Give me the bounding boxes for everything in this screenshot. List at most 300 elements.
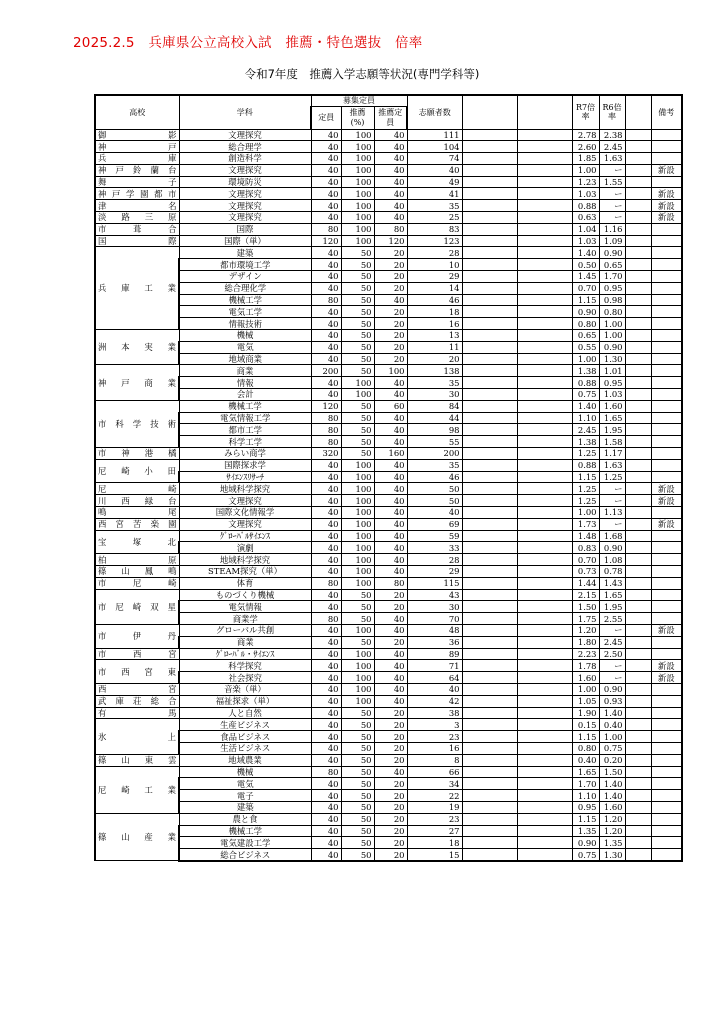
capacity-value: 40 [311, 837, 341, 849]
note-value [651, 353, 682, 365]
table-row [95, 389, 682, 401]
r7-ratio-value: 1.03 [572, 235, 599, 247]
table-row [95, 766, 682, 778]
rec-pct-value: 50 [341, 424, 374, 436]
r6-ratio-value: 0.93 [599, 695, 625, 707]
blank-cell [462, 471, 517, 483]
table-row [95, 790, 682, 802]
blank-cell [462, 235, 517, 247]
school-name: 鳴尾 [95, 507, 179, 519]
rec-pct-value: 50 [341, 778, 374, 790]
rec-capacity-value: 40 [374, 507, 407, 519]
applicants-value: 10 [407, 259, 462, 271]
rec-pct-value: 100 [341, 507, 374, 519]
r6-ratio-value: 1.03 [599, 389, 625, 401]
school-name: 御影 [95, 129, 179, 141]
table-row [95, 223, 682, 235]
blank-cell [462, 365, 517, 377]
blank-cell [462, 801, 517, 813]
blank-cell [625, 766, 651, 778]
blank-cell [462, 223, 517, 235]
department-name: 体育 [179, 577, 311, 589]
capacity-value: 40 [311, 672, 341, 684]
blank-cell [517, 601, 572, 613]
blank-cell [462, 707, 517, 719]
header-row [95, 95, 682, 106]
capacity-value: 40 [311, 129, 341, 141]
note-value: 新設 [651, 200, 682, 212]
header-blank-1 [462, 95, 517, 129]
rec-capacity-value: 20 [374, 742, 407, 754]
blank-cell [625, 365, 651, 377]
table-row [95, 565, 682, 577]
capacity-value: 80 [311, 436, 341, 448]
r7-ratio-value: 0.80 [572, 318, 599, 330]
r7-ratio-value: 0.15 [572, 719, 599, 731]
rec-capacity-value: 40 [374, 436, 407, 448]
applicants-value: 98 [407, 424, 462, 436]
blank-cell [517, 341, 572, 353]
department-name: 文理探究 [179, 495, 311, 507]
r6-ratio-value: ー [599, 200, 625, 212]
applicants-value: 200 [407, 448, 462, 460]
blank-cell [462, 648, 517, 660]
applicants-value: 104 [407, 141, 462, 153]
table-row [95, 153, 682, 165]
r6-ratio-value: 1.60 [599, 801, 625, 813]
r7-ratio-value: 0.70 [572, 282, 599, 294]
blank-cell [625, 294, 651, 306]
table-row [95, 212, 682, 224]
rec-capacity-value: 20 [374, 601, 407, 613]
rec-capacity-value: 40 [374, 672, 407, 684]
school-name: 尼崎 [95, 483, 179, 495]
r7-ratio-value: 1.15 [572, 294, 599, 306]
note-value: 新設 [651, 672, 682, 684]
rec-pct-value: 50 [341, 801, 374, 813]
blank-cell [517, 247, 572, 259]
blank-cell [625, 577, 651, 589]
note-value: 新設 [651, 188, 682, 200]
rec-pct-value: 100 [341, 495, 374, 507]
school-name: 舞子 [95, 176, 179, 188]
blank-cell [625, 849, 651, 861]
department-name: 会計 [179, 389, 311, 401]
department-name: 電気工学 [179, 306, 311, 318]
r7-ratio-value: 2.60 [572, 141, 599, 153]
rec-capacity-value: 20 [374, 790, 407, 802]
blank-cell [462, 483, 517, 495]
department-name: 機械工学 [179, 400, 311, 412]
rec-pct-value: 100 [341, 141, 374, 153]
blank-cell [462, 778, 517, 790]
blank-cell [517, 164, 572, 176]
blank-cell [462, 448, 517, 460]
r7-ratio-value: 0.55 [572, 341, 599, 353]
rec-pct-value: 100 [341, 223, 374, 235]
blank-cell [517, 448, 572, 460]
header-blank-3 [625, 95, 651, 129]
r6-ratio-value: ー [599, 212, 625, 224]
blank-cell [517, 707, 572, 719]
rec-pct-value: 100 [341, 683, 374, 695]
r7-ratio-value: 0.88 [572, 377, 599, 389]
department-name: 電気 [179, 778, 311, 790]
school-name: 市西宮東 [95, 660, 179, 684]
blank-cell [462, 271, 517, 283]
school-name: 武庫荘総合 [95, 695, 179, 707]
note-value [651, 601, 682, 613]
r7-ratio-value: 1.15 [572, 813, 599, 825]
r6-ratio-value: 1.20 [599, 825, 625, 837]
blank-cell [625, 731, 651, 743]
applicants-value: 18 [407, 837, 462, 849]
blank-cell [462, 282, 517, 294]
note-value [651, 259, 682, 271]
rec-capacity-value: 20 [374, 778, 407, 790]
r7-ratio-value: 1.60 [572, 672, 599, 684]
blank-cell [517, 141, 572, 153]
r7-ratio-value: 1.00 [572, 507, 599, 519]
department-name: 文理探究 [179, 188, 311, 200]
blank-cell [462, 518, 517, 530]
table-row [95, 742, 682, 754]
r7-ratio-value: 1.38 [572, 436, 599, 448]
department-name: 建築 [179, 801, 311, 813]
blank-cell [625, 530, 651, 542]
r6-ratio-value: 0.65 [599, 259, 625, 271]
blank-cell [517, 636, 572, 648]
blank-cell [462, 719, 517, 731]
rec-pct-value: 50 [341, 754, 374, 766]
note-value: 新設 [651, 212, 682, 224]
blank-cell [462, 212, 517, 224]
r7-ratio-value: 1.23 [572, 176, 599, 188]
rec-pct-value: 100 [341, 176, 374, 188]
r6-ratio-value: 1.00 [599, 330, 625, 342]
note-value [651, 589, 682, 601]
table-row [95, 660, 682, 672]
table-body [95, 129, 682, 861]
capacity-value: 40 [311, 306, 341, 318]
school-name: 篠山鳳鳴 [95, 565, 179, 577]
header-r7: R7倍率 [572, 95, 599, 129]
blank-cell [462, 353, 517, 365]
rec-pct-value: 50 [341, 259, 374, 271]
capacity-value: 40 [311, 731, 341, 743]
capacity-value: 40 [311, 825, 341, 837]
r7-ratio-value: 0.83 [572, 542, 599, 554]
applicants-value: 48 [407, 624, 462, 636]
table-row [95, 778, 682, 790]
school-name: 洲本実業 [95, 330, 179, 365]
applicants-value: 14 [407, 282, 462, 294]
rec-capacity-value: 40 [374, 766, 407, 778]
note-value [651, 613, 682, 625]
rec-capacity-value: 40 [374, 377, 407, 389]
rec-capacity-value: 40 [374, 554, 407, 566]
applicants-value: 19 [407, 801, 462, 813]
school-name: 柏原 [95, 554, 179, 566]
department-name: 都市工学 [179, 424, 311, 436]
table-row [95, 672, 682, 684]
r7-ratio-value: 2.78 [572, 129, 599, 141]
r7-ratio-value: 1.90 [572, 707, 599, 719]
applicants-value: 40 [407, 507, 462, 519]
note-value [651, 306, 682, 318]
table-row [95, 188, 682, 200]
rec-capacity-value: 40 [374, 648, 407, 660]
blank-cell [517, 400, 572, 412]
applicants-value: 35 [407, 459, 462, 471]
school-name: 神戸 [95, 141, 179, 153]
applicants-value: 83 [407, 223, 462, 235]
r6-ratio-value: 1.17 [599, 448, 625, 460]
applicants-value: 23 [407, 813, 462, 825]
r7-ratio-value: 2.23 [572, 648, 599, 660]
rec-capacity-value: 40 [374, 613, 407, 625]
rec-pct-value: 100 [341, 471, 374, 483]
rec-pct-value: 100 [341, 624, 374, 636]
rec-capacity-value: 40 [374, 389, 407, 401]
table-row [95, 754, 682, 766]
department-name: ものづくり機械 [179, 589, 311, 601]
blank-cell [625, 141, 651, 153]
blank-cell [517, 365, 572, 377]
r6-ratio-value: 1.70 [599, 271, 625, 283]
r6-ratio-value: 1.55 [599, 176, 625, 188]
blank-cell [462, 849, 517, 861]
blank-cell [462, 247, 517, 259]
blank-cell [462, 164, 517, 176]
capacity-value: 40 [311, 495, 341, 507]
r7-ratio-value: 1.45 [572, 271, 599, 283]
blank-cell [517, 683, 572, 695]
rec-pct-value: 50 [341, 412, 374, 424]
blank-cell [625, 282, 651, 294]
blank-cell [517, 790, 572, 802]
table-row [95, 365, 682, 377]
blank-cell [462, 565, 517, 577]
blank-cell [625, 801, 651, 813]
rec-pct-value: 50 [341, 813, 374, 825]
rec-pct-value: 100 [341, 377, 374, 389]
rec-capacity-value: 40 [374, 518, 407, 530]
blank-cell [517, 176, 572, 188]
rec-capacity-value: 20 [374, 318, 407, 330]
department-name: 生活ビジネス [179, 742, 311, 754]
capacity-value: 40 [311, 778, 341, 790]
applicants-value: 20 [407, 353, 462, 365]
rec-pct-value: 100 [341, 542, 374, 554]
blank-cell [462, 188, 517, 200]
capacity-value: 40 [311, 377, 341, 389]
note-value [651, 294, 682, 306]
rec-pct-value: 100 [341, 660, 374, 672]
r7-ratio-value: 0.88 [572, 459, 599, 471]
table-row [95, 483, 682, 495]
applicants-value: 84 [407, 400, 462, 412]
department-name: 環境防災 [179, 176, 311, 188]
blank-cell [625, 436, 651, 448]
table-row [95, 459, 682, 471]
department-name: 文理探究 [179, 518, 311, 530]
blank-cell [462, 601, 517, 613]
department-name: 機械工学 [179, 825, 311, 837]
blank-cell [625, 448, 651, 460]
blank-cell [625, 247, 651, 259]
note-value: 新設 [651, 660, 682, 672]
table-row [95, 542, 682, 554]
r6-ratio-value: 1.01 [599, 365, 625, 377]
table-row [95, 518, 682, 530]
capacity-value: 40 [311, 542, 341, 554]
blank-cell [462, 790, 517, 802]
applicants-value: 69 [407, 518, 462, 530]
rec-capacity-value: 40 [374, 153, 407, 165]
rec-capacity-value: 40 [374, 200, 407, 212]
blank-cell [517, 271, 572, 283]
r6-ratio-value: 1.30 [599, 353, 625, 365]
blank-cell [462, 459, 517, 471]
r7-ratio-value: 0.90 [572, 837, 599, 849]
r6-ratio-value: 0.95 [599, 377, 625, 389]
rec-capacity-value: 20 [374, 731, 407, 743]
blank-cell [625, 636, 651, 648]
school-name: 篠山東雲 [95, 754, 179, 766]
r6-ratio-value: ー [599, 624, 625, 636]
note-value [651, 731, 682, 743]
applicants-value: 64 [407, 672, 462, 684]
blank-cell [462, 389, 517, 401]
blank-cell [517, 188, 572, 200]
note-value: 新設 [651, 495, 682, 507]
rec-capacity-value: 40 [374, 424, 407, 436]
blank-cell [517, 577, 572, 589]
blank-cell [462, 742, 517, 754]
r7-ratio-value: 1.50 [572, 601, 599, 613]
applicants-value: 8 [407, 754, 462, 766]
r7-ratio-value: 1.20 [572, 624, 599, 636]
r6-ratio-value: 1.58 [599, 436, 625, 448]
note-value [651, 554, 682, 566]
r6-ratio-value: 1.40 [599, 778, 625, 790]
table-row [95, 624, 682, 636]
blank-cell [462, 176, 517, 188]
rec-capacity-value: 60 [374, 400, 407, 412]
capacity-value: 40 [311, 589, 341, 601]
rec-capacity-value: 40 [374, 542, 407, 554]
school-name: 市葺合 [95, 223, 179, 235]
r6-ratio-value: 1.40 [599, 707, 625, 719]
blank-cell [625, 565, 651, 577]
department-name: 人と自然 [179, 707, 311, 719]
r7-ratio-value: 1.35 [572, 825, 599, 837]
blank-cell [517, 318, 572, 330]
blank-cell [625, 554, 651, 566]
school-name: 兵庫工業 [95, 247, 179, 330]
applicants-value: 29 [407, 271, 462, 283]
school-name: 市尼崎双星 [95, 589, 179, 624]
applicants-value: 34 [407, 778, 462, 790]
table-row [95, 129, 682, 141]
capacity-value: 40 [311, 742, 341, 754]
blank-cell [625, 672, 651, 684]
r6-ratio-value: ー [599, 483, 625, 495]
capacity-value: 40 [311, 636, 341, 648]
r6-ratio-value: ー [599, 188, 625, 200]
r6-ratio-value: 1.65 [599, 412, 625, 424]
capacity-value: 40 [311, 318, 341, 330]
r7-ratio-value: 0.95 [572, 801, 599, 813]
r7-ratio-value: 1.03 [572, 188, 599, 200]
blank-cell [462, 530, 517, 542]
applicants-value: 43 [407, 589, 462, 601]
applicants-value: 18 [407, 306, 462, 318]
blank-cell [462, 412, 517, 424]
table-row [95, 471, 682, 483]
r6-ratio-value: ー [599, 660, 625, 672]
blank-cell [517, 377, 572, 389]
note-value [651, 837, 682, 849]
note-value [651, 365, 682, 377]
department-name: 食品ビジネス [179, 731, 311, 743]
rec-capacity-value: 100 [374, 365, 407, 377]
note-value [651, 341, 682, 353]
capacity-value: 40 [311, 176, 341, 188]
blank-cell [517, 742, 572, 754]
capacity-value: 40 [311, 188, 341, 200]
note-value [651, 412, 682, 424]
r6-ratio-value: 0.90 [599, 247, 625, 259]
blank-cell [625, 176, 651, 188]
rec-capacity-value: 20 [374, 849, 407, 861]
r6-ratio-value: 1.95 [599, 601, 625, 613]
capacity-value: 80 [311, 766, 341, 778]
applicants-value: 29 [407, 565, 462, 577]
capacity-value: 40 [311, 554, 341, 566]
department-name: 地域科学探究 [179, 554, 311, 566]
rec-pct-value: 50 [341, 436, 374, 448]
r7-ratio-value: 1.70 [572, 778, 599, 790]
capacity-value: 40 [311, 459, 341, 471]
r6-ratio-value: 0.90 [599, 542, 625, 554]
department-name: ｸﾞﾛｰﾊﾞﾙ・ｻｲｴﾝｽ [179, 648, 311, 660]
table-row [95, 636, 682, 648]
rec-capacity-value: 40 [374, 164, 407, 176]
rec-capacity-value: 120 [374, 235, 407, 247]
blank-cell [462, 660, 517, 672]
blank-cell [517, 389, 572, 401]
applicants-value: 40 [407, 683, 462, 695]
capacity-value: 40 [311, 164, 341, 176]
r7-ratio-value: 1.04 [572, 223, 599, 235]
blank-cell [625, 813, 651, 825]
rec-pct-value: 50 [341, 636, 374, 648]
school-name: 津名 [95, 200, 179, 212]
blank-cell [462, 636, 517, 648]
applicants-value: 3 [407, 719, 462, 731]
blank-cell [462, 436, 517, 448]
note-value [651, 849, 682, 861]
school-name: 尼崎小田 [95, 459, 179, 483]
note-value: 新設 [651, 518, 682, 530]
blank-cell [462, 424, 517, 436]
department-name: 機械 [179, 330, 311, 342]
rec-capacity-value: 80 [374, 223, 407, 235]
rec-capacity-value: 20 [374, 754, 407, 766]
applicants-value: 71 [407, 660, 462, 672]
